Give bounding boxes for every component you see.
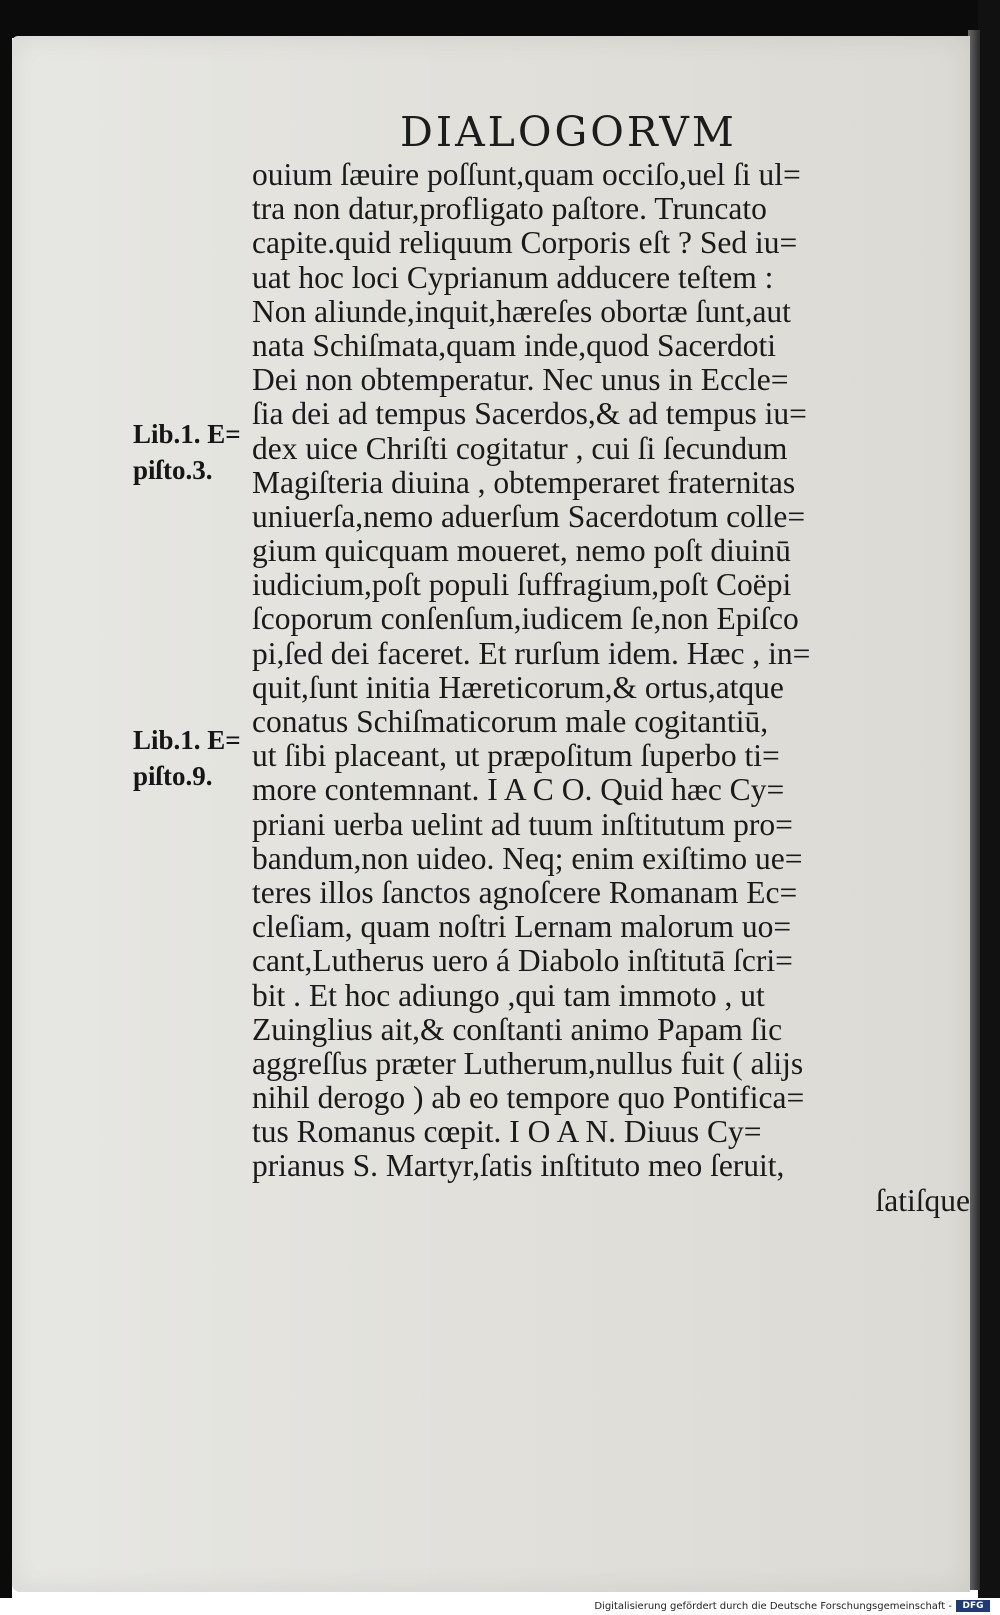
text-line: prianus S. Martyr,ſatis inſtituto meo ſeruit, bbox=[252, 1148, 785, 1184]
text-line: bit . Et hoc adiungo ,qui tam immoto , ut bbox=[252, 977, 765, 1013]
text-line: Non aliunde,inquit,hæreſes obortæ ſunt,aut bbox=[252, 293, 791, 329]
margin-note-line: piſto.3. bbox=[133, 455, 213, 485]
text-line: cant,Lutherus uero á Diabolo inſtitutā ſcri= bbox=[252, 943, 793, 979]
margin-note-line: Lib.1. E= bbox=[133, 419, 241, 449]
text-line: cleſiam, quam noſtri Lernam malorum uo= bbox=[252, 909, 792, 945]
margin-note-line: piſto.9. bbox=[133, 761, 213, 791]
text-line: Magiſteria diuina , obtemperaret fraternitas bbox=[252, 464, 796, 500]
footer-credit: Digitalisierung gefördert durch die Deutsche Forschungsgemeinschaft - bbox=[594, 1601, 952, 1612]
text-line: more contemnant. I A C O. Quid hæc Cy= bbox=[252, 772, 785, 808]
text-line: ſia dei ad tempus Sacerdos,& ad tempus iu= bbox=[252, 396, 807, 432]
text-line: Zuinglius ait,& conſtanti animo Papam ſic bbox=[252, 1011, 783, 1047]
text-line: quit,ſunt initia Hæreticorum,& ortus,atque bbox=[252, 669, 784, 705]
margin-note-line: Lib.1. E= bbox=[133, 725, 241, 755]
text-line: Dei non obtemperatur. Nec unus in Eccle= bbox=[252, 362, 789, 398]
text-line: aggreſſus præter Lutherum,nullus fuit ( alijs bbox=[252, 1045, 804, 1081]
text-line: ut ſibi placeant, ut præpoſitum ſuperbo ti= bbox=[252, 738, 780, 774]
text-line: bandum,non uideo. Neq; enim exiſtimo ue= bbox=[252, 840, 803, 876]
catchword: ſatiſque bbox=[875, 1182, 970, 1218]
text-line: ſcoporum conſenſum,iudicem ſe,non Epiſco bbox=[252, 601, 799, 637]
scan-background-left bbox=[0, 0, 12, 1600]
text-line: pi,ſed dei faceret. Et rurſum idem. Hæc , in= bbox=[252, 635, 811, 671]
text-line: uat hoc loci Cyprianum adducere teſtem : bbox=[252, 259, 774, 295]
scan-background-right bbox=[978, 0, 1000, 1600]
text-line: ouium ſæuire poſſunt,quam occiſo,uel ſi ul= bbox=[252, 157, 801, 192]
text-line: iudicium,poſt populi ſuffragium,poſt Coëpi bbox=[252, 567, 792, 603]
margin-note bbox=[133, 722, 253, 794]
text-line: tus Romanus cœpit. I O A N. Diuus Cy= bbox=[252, 1114, 762, 1150]
scan-background-top bbox=[0, 0, 1000, 38]
dfg-logo: DFG bbox=[956, 1600, 990, 1612]
text-line: nihil derogo ) ab eo tempore quo Pontifica= bbox=[252, 1080, 805, 1116]
text-line: conatus Schiſmaticorum male cogitantiū, bbox=[252, 704, 769, 739]
text-line: uniuerſa,nemo aduerſum Sacerdotum colle= bbox=[252, 498, 806, 534]
text-line: priani uerba uelint ad tuum inſtitutum pro= bbox=[252, 806, 793, 842]
text-line: gium quicquam moueret, nemo poſt diuinū bbox=[252, 533, 791, 569]
running-head: DIALOGORVM bbox=[400, 108, 737, 156]
text-line: tra non datur,profligato paſtore. Truncato bbox=[252, 191, 767, 227]
margin-note bbox=[133, 416, 253, 488]
text-line: teres illos ſanctos agnoſcere Romanam Ec= bbox=[252, 874, 798, 910]
body-text bbox=[252, 158, 972, 1218]
text-line: nata Schiſmata,quam inde,quod Sacerdoti bbox=[252, 327, 776, 363]
text-line: capite.quid reliquum Corporis eſt ? Sed iu= bbox=[252, 225, 798, 261]
text-line: dex uice Chriſti cogitatur , cui ſi ſecundum bbox=[252, 430, 788, 466]
